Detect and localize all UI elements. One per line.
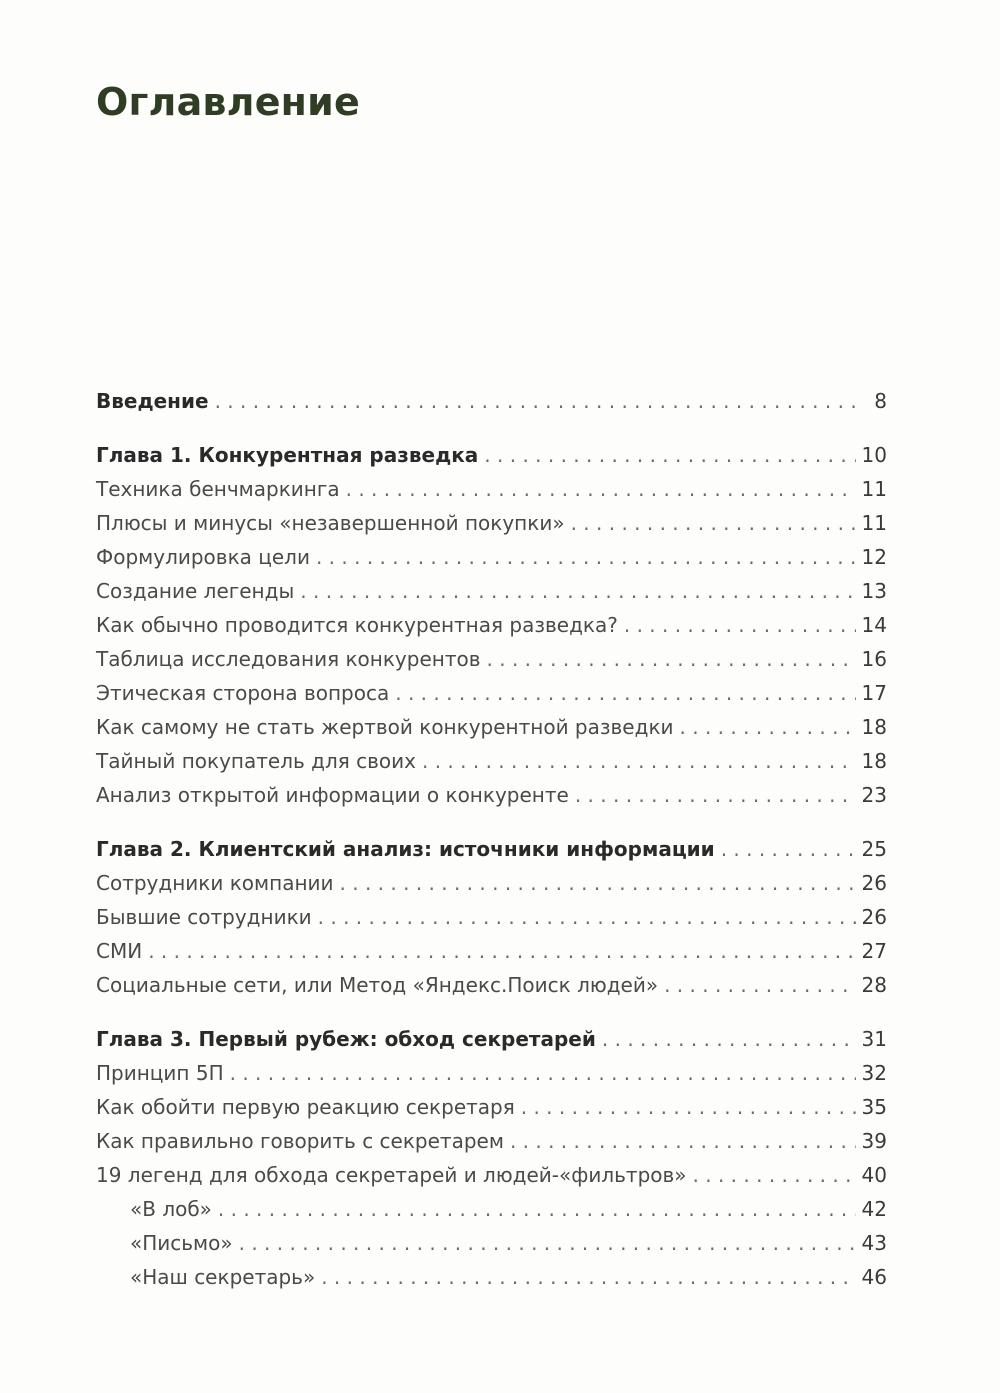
toc-entry-title: Этическая сторона вопроса: [96, 681, 390, 705]
toc-entry-title: Как правильно говорить с секретарем: [96, 1129, 504, 1153]
toc-entry-introduction[interactable]: [96, 384, 887, 418]
dot-leader: [487, 642, 856, 676]
toc-entry-title: Анализ открытой информации о конкуренте: [96, 783, 569, 807]
toc-entry-title: Как самому не стать жертвой конкурентной разведки: [96, 715, 674, 739]
toc-entry[interactable]: [96, 574, 887, 608]
toc-entry[interactable]: [96, 676, 887, 710]
dot-leader: [484, 438, 855, 472]
toc-entry-title: Таблица исследования конкурентов: [96, 647, 481, 671]
toc-entry[interactable]: [96, 744, 887, 778]
dot-leader: [321, 1260, 855, 1294]
toc-entry[interactable]: [96, 540, 887, 574]
toc-entry-title: Как обойти первую реакцию секретаря: [96, 1095, 515, 1119]
toc-entry-page: 26: [861, 905, 887, 929]
toc-entry[interactable]: [96, 710, 887, 744]
dot-leader: [422, 744, 856, 778]
toc-entry[interactable]: [96, 968, 887, 1002]
toc-entry-title: Бывшие сотрудники: [96, 905, 312, 929]
dot-leader: [602, 1022, 856, 1056]
toc-entry[interactable]: [96, 1090, 887, 1124]
toc-entry-page: 13: [861, 579, 887, 603]
dot-leader: [664, 968, 855, 1002]
toc-entry[interactable]: [96, 1124, 887, 1158]
toc-entry-title: «В лоб»: [130, 1197, 212, 1221]
dot-leader: [318, 900, 856, 934]
dot-leader: [239, 1226, 856, 1260]
toc-entry-nested[interactable]: [96, 1226, 887, 1260]
toc-entry-title: Принцип 5П: [96, 1061, 224, 1085]
toc-entry-page: 18: [861, 749, 887, 773]
toc-entry[interactable]: [96, 506, 887, 540]
toc-entry-title: «Письмо»: [130, 1231, 233, 1255]
toc-entry-page: 43: [861, 1231, 887, 1255]
toc-entry-chapter-2[interactable]: [96, 832, 887, 866]
toc-entry-page: 12: [861, 545, 887, 569]
toc-entry-chapter-1[interactable]: [96, 438, 887, 472]
toc-entry-page: 27: [861, 939, 887, 963]
toc-entry-title: Формулировка цели: [96, 545, 310, 569]
dot-leader: [340, 866, 856, 900]
dot-leader: [300, 574, 855, 608]
dot-leader: [721, 832, 856, 866]
toc-entry-title: 19 легенд для обхода секретарей и людей-«фильтров»: [96, 1163, 687, 1187]
toc-entry[interactable]: [96, 778, 887, 812]
toc-entry-title: Сотрудники компании: [96, 871, 334, 895]
toc-entry[interactable]: [96, 900, 887, 934]
toc-entry-title: Социальные сети, или Метод «Яндекс.Поиск людей»: [96, 973, 659, 997]
toc-entry[interactable]: [96, 472, 887, 506]
dot-leader: [510, 1124, 856, 1158]
toc-entry-title: Глава 1. Конкурентная разведка: [96, 443, 479, 467]
toc-entry[interactable]: [96, 1056, 887, 1090]
toc-entry-nested[interactable]: [96, 1192, 887, 1226]
toc-entry-page: 11: [861, 477, 887, 501]
toc-entry[interactable]: [96, 608, 887, 642]
toc-entry-page: 8: [874, 389, 887, 413]
dot-leader: [571, 506, 856, 540]
dot-leader: [215, 384, 857, 418]
toc-entry-page: 32: [861, 1061, 887, 1085]
dot-leader: [624, 608, 856, 642]
dot-leader: [693, 1158, 856, 1192]
dot-leader: [346, 472, 856, 506]
dot-leader: [316, 540, 856, 574]
toc-entry-page: 18: [861, 715, 887, 739]
toc-entry-title: Глава 2. Клиентский анализ: источники информации: [96, 837, 715, 861]
toc-entry-title: Создание легенды: [96, 579, 295, 603]
toc-entry-title: Техника бенчмаркинга: [96, 477, 340, 501]
toc-entry-title: «Наш секретарь»: [130, 1265, 316, 1289]
toc-entry-page: 25: [861, 837, 887, 861]
toc-entry-page: 46: [861, 1265, 887, 1289]
toc-entry-page: 10: [861, 443, 887, 467]
dot-leader: [230, 1056, 856, 1090]
toc-entry-nested[interactable]: [96, 1260, 887, 1294]
toc-entry-title: Плюсы и минусы «незавершенной покупки»: [96, 511, 565, 535]
toc-entry-page: 16: [861, 647, 887, 671]
toc-entry-page: 40: [861, 1163, 887, 1187]
toc-entry-title: СМИ: [96, 939, 143, 963]
dot-leader: [575, 778, 856, 812]
table-of-contents: [96, 384, 887, 1294]
dot-leader: [148, 934, 855, 968]
dot-leader: [680, 710, 856, 744]
toc-entry-page: 31: [861, 1027, 887, 1051]
toc-entry-page: 42: [861, 1197, 887, 1221]
toc-entry-page: 28: [861, 973, 887, 997]
dot-leader: [521, 1090, 856, 1124]
toc-entry-page: 26: [861, 871, 887, 895]
page-title: Оглавление: [96, 80, 360, 124]
toc-entry-page: 23: [861, 783, 887, 807]
dot-leader: [395, 676, 855, 710]
toc-entry[interactable]: [96, 642, 887, 676]
toc-entry-page: 17: [861, 681, 887, 705]
toc-entry[interactable]: [96, 866, 887, 900]
toc-entry[interactable]: [96, 934, 887, 968]
toc-entry[interactable]: [96, 1158, 887, 1192]
toc-entry-page: 14: [861, 613, 887, 637]
toc-entry-page: 11: [861, 511, 887, 535]
toc-entry-title: Тайный покупатель для своих: [96, 749, 416, 773]
toc-entry-page: 35: [861, 1095, 887, 1119]
toc-entry-page: 39: [861, 1129, 887, 1153]
dot-leader: [218, 1192, 856, 1226]
toc-entry-title: Как обычно проводится конкурентная разведка?: [96, 613, 618, 637]
toc-entry-title: Введение: [96, 389, 209, 413]
toc-entry-title: Глава 3. Первый рубеж: обход секретарей: [96, 1027, 596, 1051]
toc-entry-chapter-3[interactable]: [96, 1022, 887, 1056]
